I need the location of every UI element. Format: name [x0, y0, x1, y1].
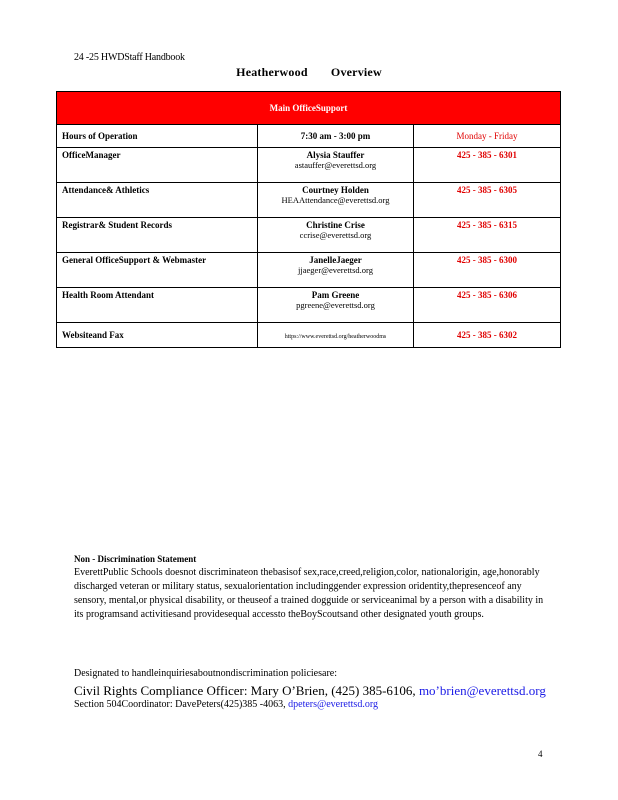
title-overview: Overview: [330, 65, 382, 79]
contact-name: Alysia Stauffer: [306, 150, 365, 160]
non-discrimination-heading: Non - Discrimination Statement: [74, 554, 197, 564]
contact-email[interactable]: astauffer@everettsd.org: [294, 160, 377, 170]
table-banner: Main OfficeSupport: [57, 92, 561, 125]
website-row: [57, 323, 561, 348]
hours-time: 7:30 am - 3:00 pm: [258, 125, 414, 148]
contact-cell: [258, 288, 414, 323]
compliance-officer-email[interactable]: mo’brien@everettsd.org: [418, 683, 546, 698]
website-label: Websiteand Fax: [57, 323, 258, 348]
contact-name: Courtney Holden: [302, 185, 369, 195]
website-link[interactable]: https://www.everettsd.org/heatherwoodms: [284, 334, 387, 340]
contact-email[interactable]: ccrise@everettsd.org: [299, 230, 372, 240]
coordinator-email[interactable]: dpeters@everettsd.org: [288, 699, 378, 710]
contact-email[interactable]: HEAAttendance@everettsd.org: [281, 195, 390, 205]
phone-number: 425 - 385 - 6315: [414, 218, 561, 253]
section-504-coordinator-line: [74, 699, 378, 710]
fax-number: 425 - 385 - 6302: [414, 323, 561, 348]
contact-email[interactable]: jjaeger@everettsd.org: [298, 265, 373, 275]
page-number: 4: [538, 749, 543, 759]
table-row: [57, 288, 561, 323]
role-label: Attendance& Athletics: [57, 183, 258, 218]
table-row: [57, 148, 561, 183]
role-label: Health Room Attendant: [57, 288, 258, 323]
contact-name: JanelleJaeger: [309, 255, 362, 265]
contact-cell: [258, 218, 414, 253]
contact-name: Christine Crise: [306, 220, 365, 230]
hours-days: Monday - Friday: [414, 125, 561, 148]
contact-cell: [258, 148, 414, 183]
hours-row: [57, 125, 561, 148]
compliance-officer-text: Civil Rights Compliance Officer: Mary O’Brien, (425) 385-6106,: [74, 683, 416, 698]
office-support-table: [56, 91, 561, 348]
contact-cell: [258, 253, 414, 288]
phone-number: 425 - 385 - 6300: [414, 253, 561, 288]
contact-name: Pam Greene: [311, 290, 360, 300]
compliance-officer-line: [74, 683, 546, 699]
table-row: [57, 218, 561, 253]
website-cell: [258, 323, 414, 348]
non-discrimination-statement: EverettPublic Schools doesnot discriminateon thebasisof sex,race,creed,religion,color, nationalorigin, age,honorably discharged veteran or military status, sexualorientation includinggender expression oridentity,thepresenceof any sensory, mental,or physical disability, or theuseof a trained dogguide or serviceanimal by a person with a disability in its programsand activitiesand providesequal accessto theBoyScoutsand other designated youth groups.: [74, 567, 544, 620]
phone-number: 425 - 385 - 6301: [414, 148, 561, 183]
hours-label: Hours of Operation: [57, 125, 258, 148]
non-discrimination-section: [74, 552, 544, 622]
role-label: OfficeManager: [57, 148, 258, 183]
page-title: [0, 65, 618, 80]
contact-email[interactable]: pgreene@everettsd.org: [296, 300, 375, 310]
phone-number: 425 - 385 - 6306: [414, 288, 561, 323]
contact-cell: [258, 183, 414, 218]
table-banner-row: [57, 92, 561, 125]
role-label: General OfficeSupport & Webmaster: [57, 253, 258, 288]
designated-text: Designated to handleinquiriesaboutnondiscrimination policiesare:: [74, 668, 337, 679]
role-label: Registrar& Student Records: [57, 218, 258, 253]
table-row: [57, 253, 561, 288]
phone-number: 425 - 385 - 6305: [414, 183, 561, 218]
handbook-header: 24 -25 HWDStaff Handbook: [74, 52, 185, 63]
title-school: Heatherwood: [236, 65, 308, 79]
coordinator-text: Section 504Coordinator: DavePeters(425)385 -4063,: [74, 699, 286, 710]
table-row: [57, 183, 561, 218]
